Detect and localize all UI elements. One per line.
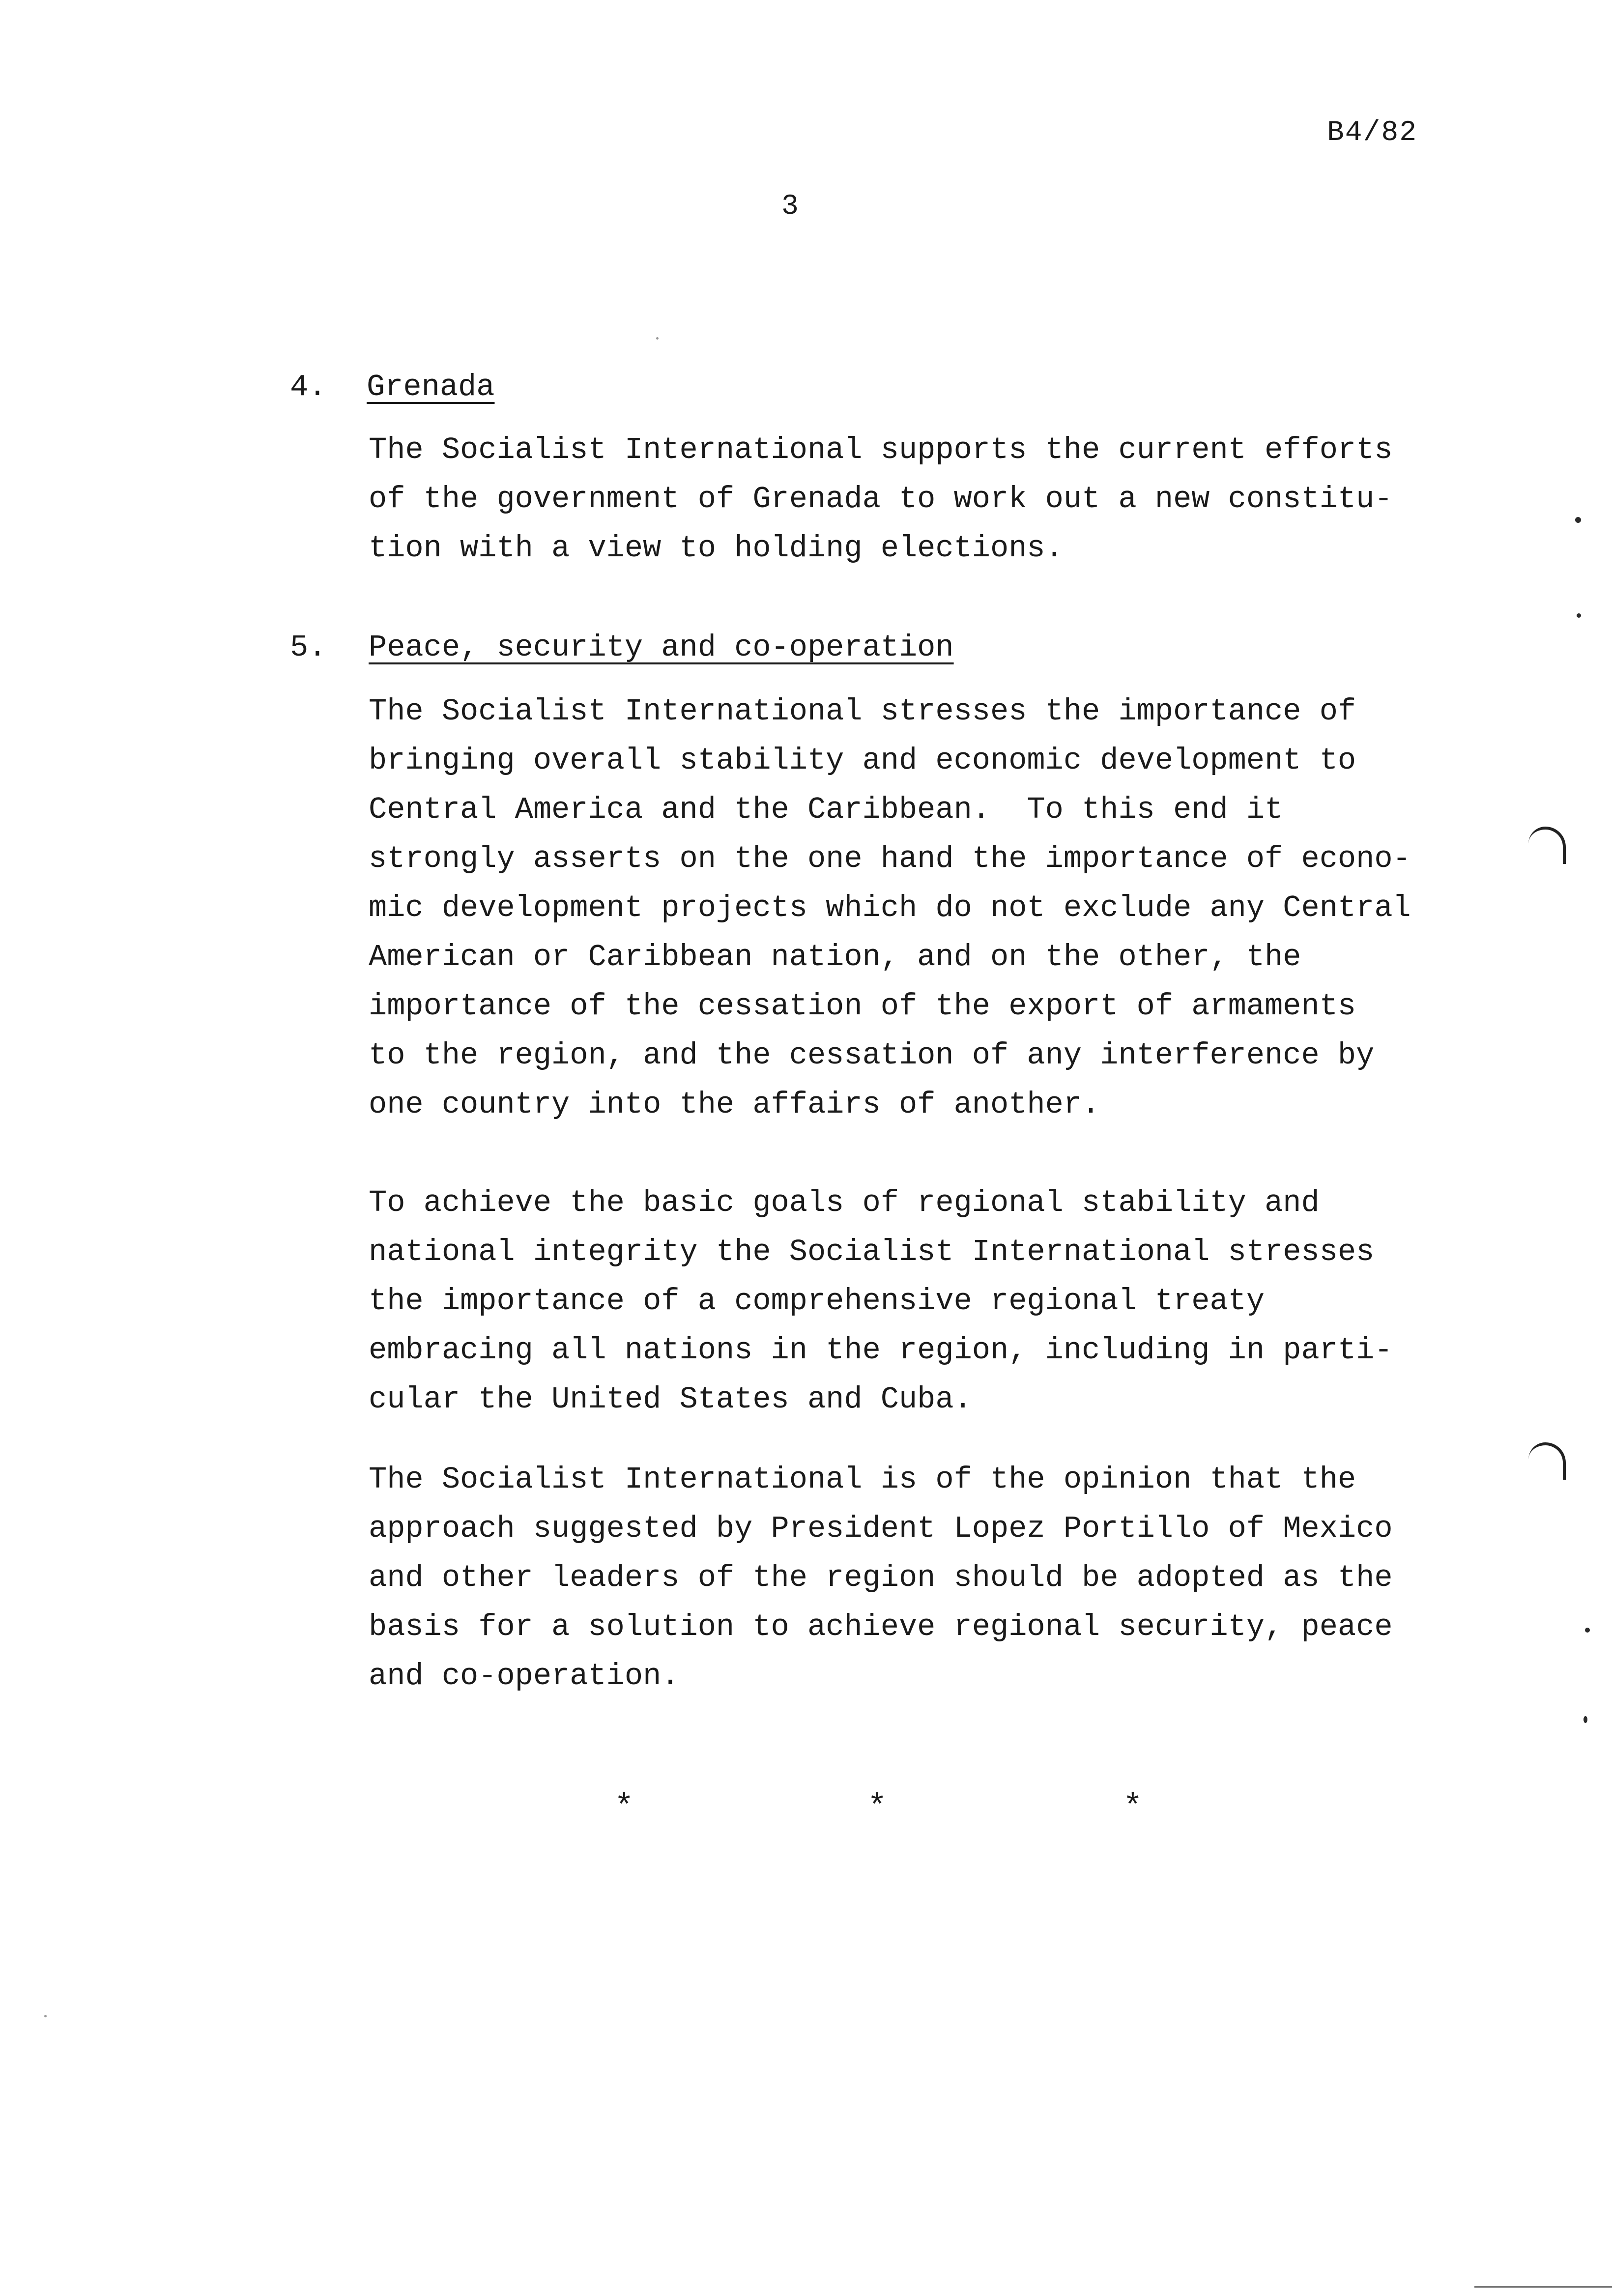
paragraph-line: one country into the affairs of another. [369,1087,1100,1122]
section-5-heading: Peace, security and co-operation [369,630,954,665]
scan-speck [1575,517,1581,523]
page-number: 3 [781,191,799,223]
paragraph-line: mic development projects which do not exclude any Central [369,890,1411,925]
scan-speck [1585,1628,1590,1633]
paragraph-line: of the government of Grenada to work out a new constitu- [369,482,1393,517]
paragraph-line: embracing all nations in the region, including in parti- [369,1333,1393,1368]
paragraph-line: to the region, and the cessation of any interference by [369,1038,1375,1073]
paragraph-line: tion with a view to holding elections. [369,531,1064,566]
section-5-number: 5. [290,630,327,665]
paragraph-line: approach suggested by President Lopez Portillo of Mexico [369,1511,1393,1546]
closing-asterisk: * [867,1789,887,1826]
punch-hole-mark [1528,827,1566,864]
paragraph-line: basis for a solution to achieve regional security, peace [369,1609,1393,1644]
punch-hole-mark [1528,1442,1566,1480]
scan-speck [656,337,659,340]
paragraph-line: The Socialist International is of the opinion that the [369,1462,1356,1497]
paragraph-line: the importance of a comprehensive regional treaty [369,1284,1265,1319]
paragraph-line: The Socialist International supports the current efforts [369,432,1393,467]
scan-speck [1583,1716,1587,1723]
scan-speck [44,2015,47,2017]
closing-asterisk: * [1123,1789,1143,1826]
paragraph-line: and co-operation. [369,1659,680,1693]
paragraph-line: The Socialist International stresses the importance of [369,694,1356,729]
paragraph-line: national integrity the Socialist International stresses [369,1234,1375,1269]
section-4-heading: Grenada [367,370,495,404]
paragraph-line: cular the United States and Cuba. [369,1382,972,1417]
paragraph-line: strongly asserts on the one hand the importance of econo- [369,841,1411,876]
paragraph-line: and other leaders of the region should be adopted as the [369,1560,1393,1595]
paragraph-line: importance of the cessation of the export of armaments [369,989,1356,1024]
paragraph-line: Central America and the Caribbean. To this end it [369,792,1283,827]
paragraph-line: To achieve the basic goals of regional stability and [369,1185,1320,1220]
closing-asterisk: * [614,1789,634,1826]
scan-edge-line [1474,2286,1612,2288]
section-4-number: 4. [290,370,327,404]
paragraph-line: American or Caribbean nation, and on the other, the [369,940,1301,975]
document-reference-code: B4/82 [1327,117,1418,149]
paragraph-line: bringing overall stability and economic development to [369,743,1356,778]
scan-speck [1577,613,1581,618]
